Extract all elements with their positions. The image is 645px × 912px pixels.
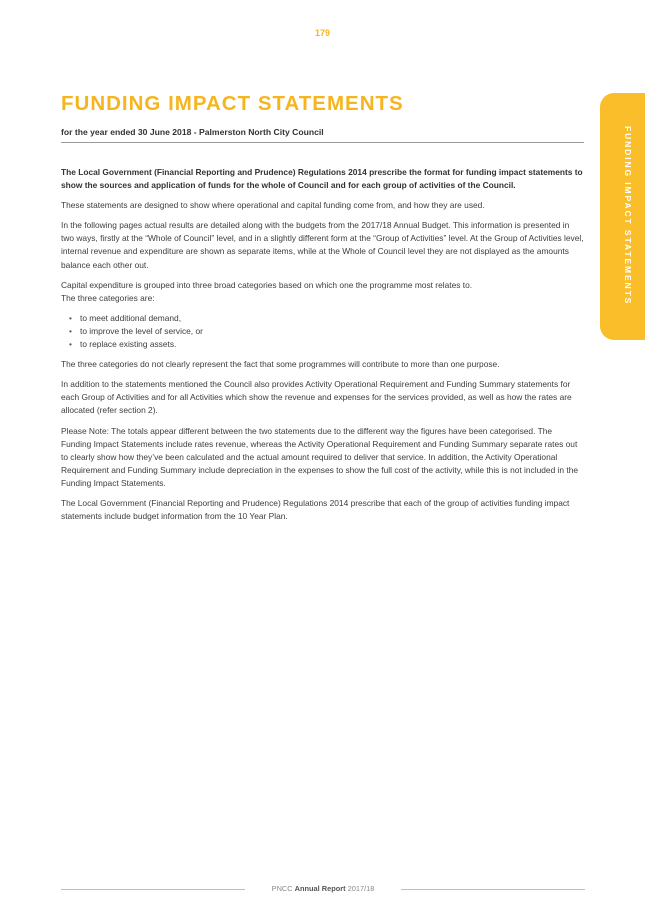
list-item: • to replace existing assets. bbox=[61, 338, 584, 351]
paragraph-additional-statements: In addition to the statements mentioned the Council also provides Activity Operational Requirement and Funding Summary statements for each Group of Activities and for all Activities which show the revenue and expenses for the services provided, as well as how the rates are allocated (refer section 2). bbox=[61, 379, 572, 416]
list-item: • to meet additional demand, bbox=[61, 312, 584, 325]
footer-divider-right bbox=[401, 889, 585, 890]
page-title: FUNDING IMPACT STATEMENTS bbox=[61, 92, 404, 115]
footer bbox=[245, 884, 401, 893]
footer-divider-left bbox=[61, 889, 245, 890]
page-subtitle: for the year ended 30 June 2018 - Palmerston North City Council bbox=[61, 127, 324, 137]
paragraph-capital-expenditure bbox=[61, 279, 584, 305]
capital-expenditure-line: Capital expenditure is grouped into three broad categories based on which one the programme most relates to. bbox=[61, 279, 473, 290]
list-item: • to improve the level of service, or bbox=[61, 325, 584, 338]
paragraph-purpose: These statements are designed to show where operational and capital funding come from, and how they are used. bbox=[61, 200, 485, 211]
footer-prefix: PNCC bbox=[271, 884, 293, 893]
footer-year: 2017/18 bbox=[347, 884, 375, 893]
page-number: 179 bbox=[314, 28, 331, 38]
intro-paragraph: The Local Government (Financial Reporting and Prudence) Regulations 2014 prescribe the format for funding impact statements to show the sources and application of funds for the whole of Council and for each group of activities of the Council. bbox=[61, 167, 583, 191]
body-text bbox=[61, 166, 584, 530]
paragraph-presentation: In the following pages actual results are detailed along with the budgets from the 2017/18 Annual Budget. This information is presented in two ways, firstly at the “Whole of Council” level, and in a slightly different form at the “Group of Activities” level. At the Group of Activities level, internal revenue and expenditure are shown as separate items, while at the Whole of Council level they are not displayed as the amounts balance each other out. bbox=[61, 220, 584, 270]
title-divider bbox=[61, 142, 584, 143]
categories-intro-line: The three categories are: bbox=[61, 292, 155, 303]
categories-list bbox=[61, 312, 584, 351]
section-tab-label: FUNDING IMPACT STATEMENTS bbox=[623, 126, 633, 306]
footer-report-name: Annual Report bbox=[294, 884, 346, 893]
paragraph-please-note: Please Note: The totals appear different between the two statements due to the different way the figures have been categorised. The Funding Impact Statements include rates revenue, whereas the Activity Operational Requirement and Funding Summary separate rates out to clearly show how they’ve been calculated and the actual amount required to deliver that service. In addition, the Activity Operational Requirement and Funding Summary include depreciation in the expenses to show the full cost of the activity, while this is not included in the Funding Impact Statements. bbox=[61, 425, 579, 488]
paragraph-budget-information: The Local Government (Financial Reporting and Prudence) Regulations 2014 prescribe that each of the group of activities funding impact statements include budget information from the 10 Year Plan. bbox=[61, 497, 570, 522]
paragraph-categories-note: The three categories do not clearly represent the fact that some programmes will contribute to more than one purpose. bbox=[61, 359, 500, 370]
